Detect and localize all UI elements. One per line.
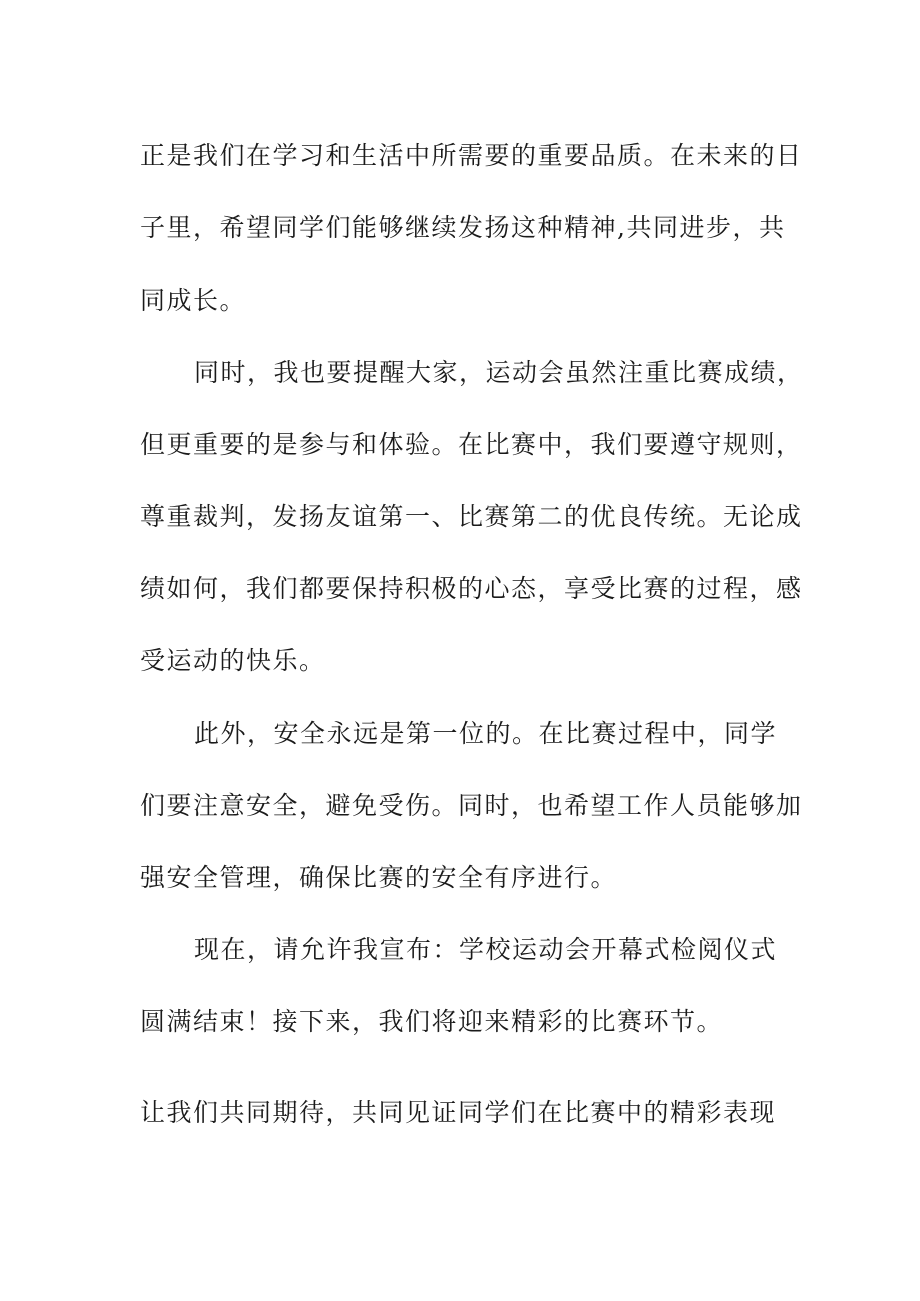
text-line: 们要注意安全，避免受伤。同时，也希望工作人员能够加: [140, 791, 803, 820]
text-line: 让我们共同期待，共同见证同学们在比赛中的精彩表现: [140, 1098, 777, 1127]
text-line: 绩如何，我们都要保持积极的心态，享受比赛的过程，感: [140, 574, 803, 603]
paragraph-start-line: 同时，我也要提醒大家，运动会虽然注重比赛成绩，: [194, 358, 804, 387]
text-line: 正是我们在学习和生活中所需要的重要品质。在未来的日: [140, 141, 803, 170]
text-line: 同成长。: [140, 286, 247, 315]
text-line: 子里，希望同学们能够继续发扬这种精神,共同进步，共: [140, 213, 786, 242]
text-line: 但更重要的是参与和体验。在比赛中，我们要遵守规则，: [140, 430, 803, 459]
text-line: 圆满结束！接下来，我们将迎来精彩的比赛环节。: [140, 1007, 724, 1036]
paragraph-start-line: 现在，请允许我宣布：学校运动会开幕式检阅仪式: [194, 935, 778, 964]
paragraph-start-line: 此外，安全永远是第一位的。在比赛过程中，同学: [194, 719, 778, 748]
text-line: 受运动的快乐。: [140, 646, 326, 675]
text-line: 强安全管理，确保比赛的安全有序进行。: [140, 863, 618, 892]
text-line: 尊重裁判，发扬友谊第一、比赛第二的优良传统。无论成: [140, 502, 803, 531]
